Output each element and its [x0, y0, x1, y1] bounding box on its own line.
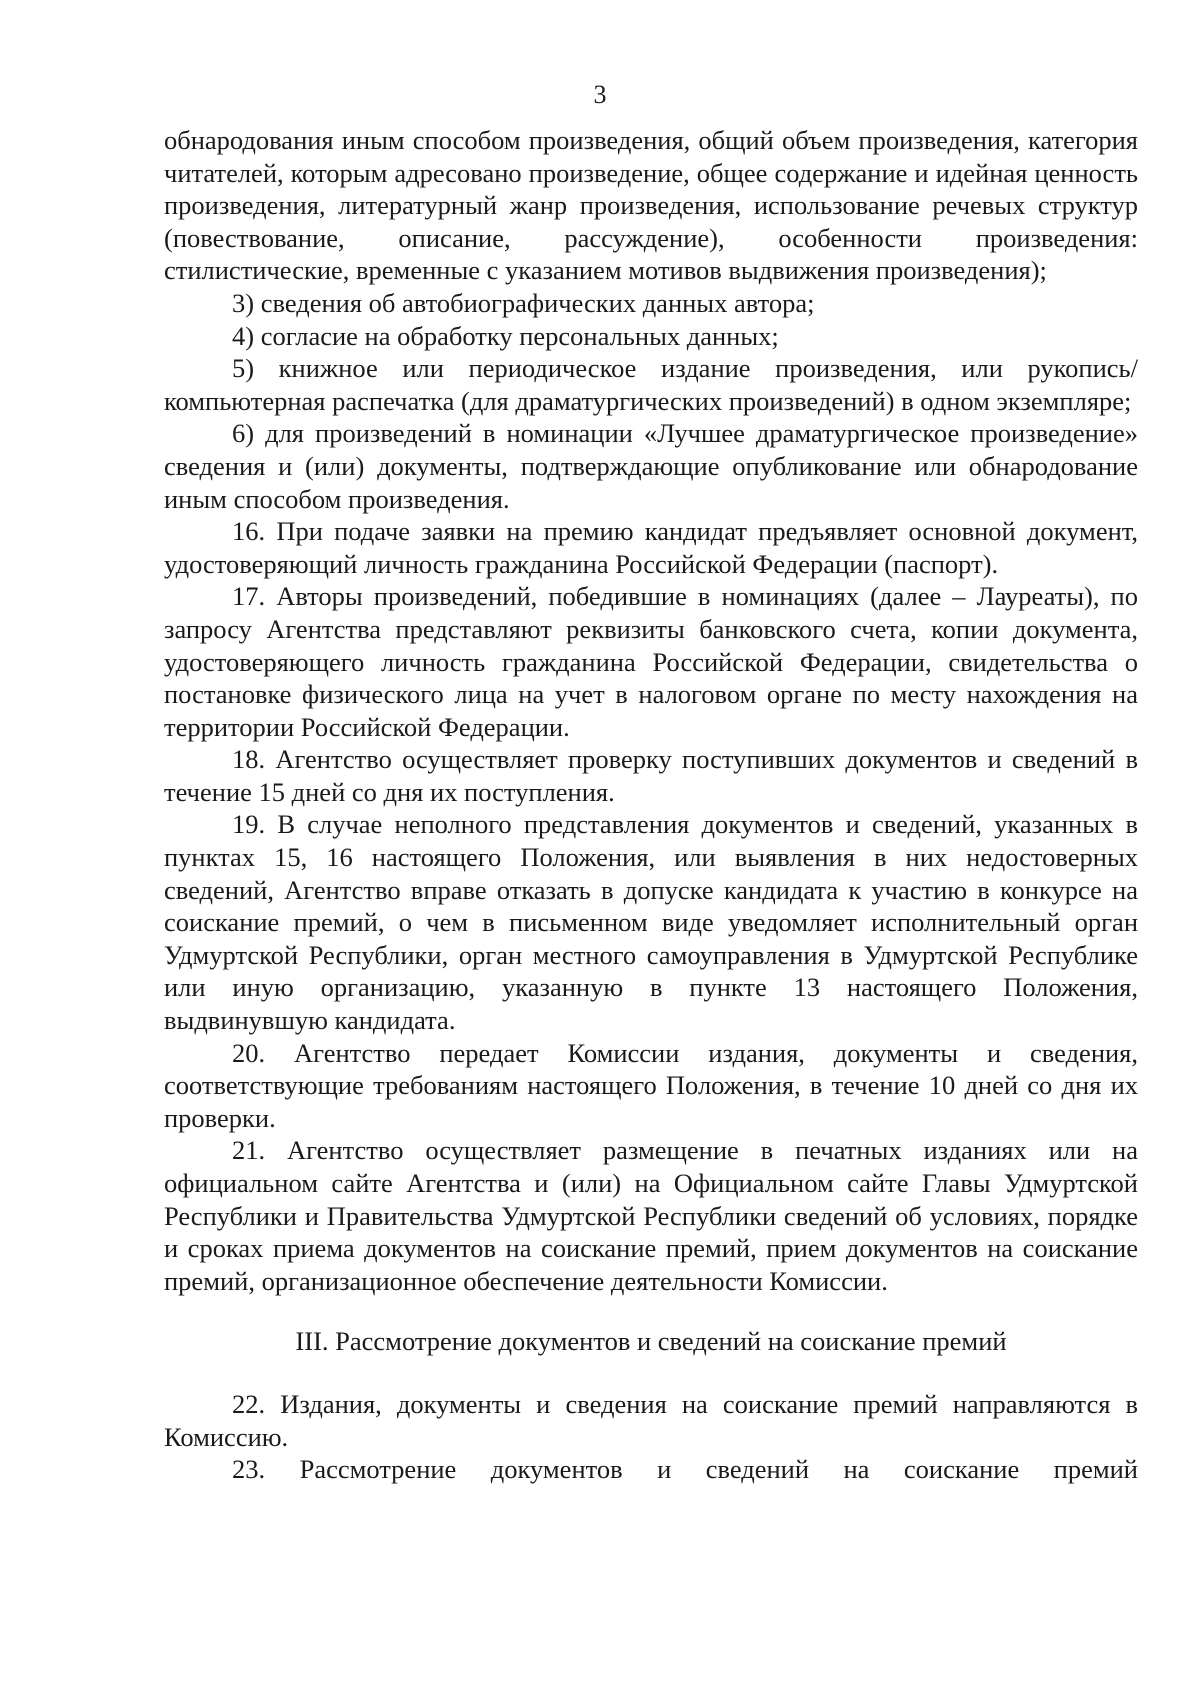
section-heading: III. Рассмотрение документов и сведений на соискание премий	[295, 1326, 1007, 1357]
document-body	[164, 124, 1138, 1486]
clause-22: 22. Издания, документы и сведения на соискание премий направляются в Комиссию.	[164, 1388, 1138, 1452]
list-item-6: 6) для произведений в номинации «Лучшее драматургическое произведение» сведения и (или) документы, подтверждающие опубликование или обнародование иным способом произведения.	[164, 418, 1138, 514]
clause-16: 16. При подаче заявки на премию кандидат предъявляет основной документ, удостоверяющий личность гражданина Российской Федерации (паспорт).	[164, 516, 1138, 579]
clause-20: 20. Агентство передает Комиссии издания, документы и сведения, соответствующие требованиям настоящего Положения, в течение 10 дней со дня их проверки.	[164, 1037, 1138, 1133]
clause-18: 18. Агентство осуществляет проверку поступивших документов и сведений в течение 15 дней со дня их поступления.	[164, 744, 1138, 807]
clause-19: 19. В случае неполного представления документов и сведений, указанных в пунктах 15, 16 настоящего Положения, или выявления в них недостоверных сведений, Агентство вправе отказать в допуске кандидата к участию в конкурсе на соискание премий, о чем в письменном виде уведомляет исполнительный орган Удмуртской Республики, орган местного самоуправления в Удмуртской Республике или иную организацию, указанную в пункте 13 настоящего Положения, выдвинувшую кандидата.	[164, 809, 1138, 1036]
clause-17: 17. Авторы произведений, победившие в номинациях (далее – Лауреаты), по запросу Агентства представляют реквизиты банковского счета, копии документа, удостоверяющего личность гражданина Российской Федерации, свидетельства о постановке физического лица на учет в налоговом органе по месту нахождения на территории Российской Федерации.	[164, 581, 1138, 742]
list-item-5: 5) книжное или периодическое издание произведения, или рукопись/ компьютерная распечатка (для драматургических произведений) в одном экземпляре;	[164, 353, 1138, 416]
page-number: 3	[593, 80, 607, 109]
clause-23: 23. Рассмотрение документов и сведений на соискание премий	[232, 1454, 1138, 1485]
list-item-3: 3) сведения об автобиографических данных автора;	[232, 287, 815, 318]
list-item-4: 4) согласие на обработку персональных данных;	[232, 320, 779, 351]
clause-21: 21. Агентство осуществляет размещение в печатных изданиях или на официальном сайте Агентства и (или) на Официальном сайте Главы Удмуртской Республики и Правительства Удмуртской Республики сведений об условиях, порядке и сроках приема документов на соискание премий, прием документов на соискание премий, организационное обеспечение деятельности Комиссии.	[164, 1135, 1138, 1296]
paragraph-continuation: обнародования иным способом произведения, общий объем произведения, категория читателей, которым адресовано произведение, общее содержание и идейная ценность произведения, литературный жанр произведения, использование речевых структур (повествование, описание, рассуждение), особенности произведения: стилистические, временные с указанием мотивов выдвижения произведения);	[164, 125, 1138, 286]
